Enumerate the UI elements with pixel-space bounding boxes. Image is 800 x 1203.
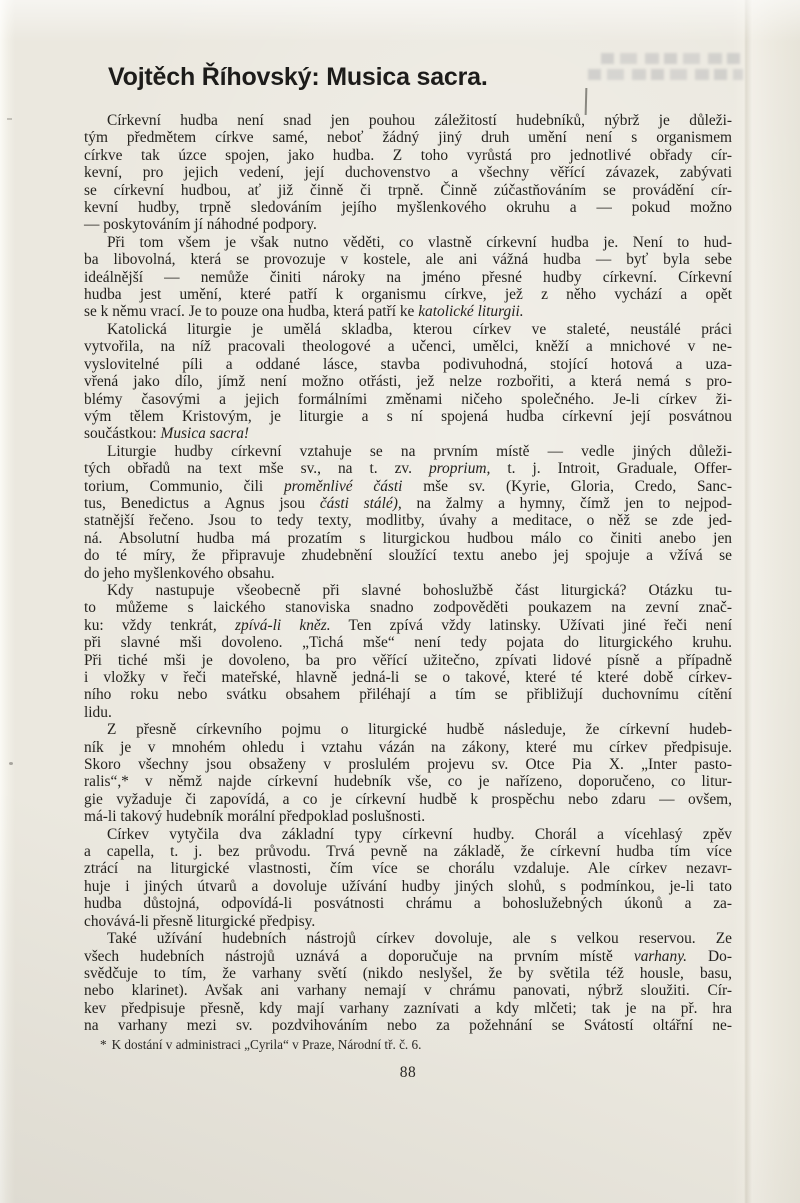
- text-segment: proprium,: [428, 460, 491, 478]
- text-segment: Při tom všem je však nutno věděti, co vlastně církevní hudba je. Není to hud-: [107, 233, 732, 251]
- text-line: [84, 234, 732, 251]
- text-line: [84, 913, 732, 930]
- text-segment: na varhany mezi sv. pozdvihováním nebo za požehnání se Svátostí oltářní ne-: [84, 1017, 732, 1035]
- text-line: [84, 1017, 732, 1034]
- text-segment: Kdy nastupuje všeobecně při slavné bohoslužbě část liturgická? Otázku tu-: [107, 581, 732, 599]
- text-segment: gie vyžaduje či zapovídá, a co je církevní hudbě k prospěchu nebo zdaru — ovšem,: [84, 790, 732, 808]
- text-segment: ního roku nebo svátku obsahem přiléhají a tím se přibližují duchovnímu cítění: [84, 686, 732, 704]
- text-line: [84, 408, 732, 425]
- text-segment: vřená jako dílo, jímž není možno otřásti, jež nelze rozbořiti, a která nemá s pro-: [84, 373, 732, 391]
- text-line: [84, 704, 732, 721]
- scan-speck: [9, 762, 13, 765]
- text-line: [84, 582, 732, 599]
- scan-mark: [585, 88, 588, 115]
- text-segment: chovává-li přesně liturgické předpisy.: [84, 912, 316, 930]
- text-segment: kevní, pro jejich vedení, její duchovenstvo a všechny věřící závazek, zabývati: [84, 164, 732, 182]
- text-segment: Musica sacra!: [160, 425, 250, 443]
- paragraph: [84, 321, 732, 443]
- text-line: [84, 1000, 732, 1017]
- text-segment: Při tiché mši je dovoleno, ba pro věřící užitečno, zpívati lidové písně a případně: [84, 651, 732, 669]
- text-line: [84, 773, 732, 790]
- text-segment: t. j. Introit, Graduale, Offer-: [490, 460, 732, 478]
- text-segment: blémy časovými a jejich formálními změnami ničeho společného. Je-li církev ži-: [84, 390, 732, 408]
- text-segment: tým předmětem církve samé, neboť žádný jiný druh umění není s organismem: [84, 129, 732, 147]
- text-segment: katolické liturgii.: [418, 303, 524, 321]
- text-line: [84, 634, 732, 651]
- text-line: [84, 982, 732, 999]
- paragraph: [84, 234, 732, 321]
- text-line: [84, 826, 732, 843]
- text-segment: části stálé),: [319, 494, 402, 512]
- text-segment: hudba důstojná, odpovídá-li posvátnosti chrámu a bohoslužebných úkonů a za-: [84, 895, 732, 913]
- text-line: [84, 860, 732, 877]
- text-segment: torium, Communio, čili: [84, 477, 284, 495]
- text-line: [84, 721, 732, 738]
- text-segment: Katolická liturgie je umělá skladba, kterou církev ve staleté, neustálé práci: [107, 320, 732, 338]
- bleedthrough-artifact: [601, 53, 743, 64]
- text-line: [84, 286, 732, 303]
- text-segment: při slavné mši dovoleno. „Tichá mše“ není tedy pojata do liturgického kruhu.: [84, 634, 732, 652]
- text-segment: — poskytováním jí náhodné podpory.: [84, 216, 317, 234]
- text-line: [84, 251, 732, 268]
- footnote-text: K dostání v administraci „Cyrila“ v Praze, Národní tř. č. 6.: [111, 1037, 422, 1052]
- text-segment: se k němu vrací. Je to pouze ona hudba, která patří ke: [84, 303, 419, 321]
- text-segment: huje i jiných útvarů a dovoluje užívání hudby jiných slohů, s podmínkou, je-li tato: [84, 877, 732, 895]
- text-segment: kevní hudby, trpně sledováním jejího myšlenkového okruhu a — pokud možno: [84, 199, 732, 217]
- text-line: [84, 843, 732, 860]
- text-segment: Ten zpívá vždy latinsky. Užívati jiné řeči není: [330, 616, 732, 634]
- text-segment: se církevní hudbou, ať již činně či trpně. Činně zúčastňováním se provádění cír-: [84, 181, 732, 199]
- text-segment: tus, Benedictus a Agnus jsou: [84, 494, 320, 512]
- text-segment: Církev vytyčila dva základní typy církevní hudby. Chorál a vícehlasý zpěv: [107, 825, 732, 843]
- text-segment: varhany.: [633, 947, 688, 965]
- text-line: [84, 495, 732, 512]
- text-line: [84, 965, 732, 982]
- paragraph: [84, 930, 732, 1034]
- text-segment: do té míry, že připravuje zhudebnění sloužící textu anebo jej spojuje a vžívá se: [84, 547, 732, 565]
- page-title: Vojtěch Říhovský: Musica sacra.: [108, 63, 488, 91]
- text-segment: Také užívání hudebních nástrojů církev dovoluje, ale s velkou reservou. Ze: [107, 930, 732, 948]
- text-line: [84, 303, 732, 320]
- article: [84, 112, 732, 1035]
- text-segment: kev předpisuje přesně, kdy mají varhany zaznívati a kdy mlčeti; tak je na př. hra: [84, 999, 732, 1017]
- footnote-marker: *: [100, 1037, 107, 1052]
- text-segment: Do-: [687, 947, 732, 965]
- text-segment: součástkou:: [84, 425, 161, 443]
- text-line: [84, 547, 732, 564]
- text-segment: Z přesně církevního pojmu o liturgické hudbě následuje, že církevní hudeb-: [107, 721, 732, 739]
- text-segment: církve tak úzce spojen, jako hudba. Z toho vyrůstá pro jednotlivé obřady cír-: [84, 146, 732, 164]
- text-line: [84, 373, 732, 390]
- text-segment: ideálnější — nemůže činiti nároky na jméno přesné hudby církevní. Církevní: [84, 268, 732, 286]
- text-segment: lidu.: [84, 703, 112, 721]
- bleedthrough-artifact: [588, 69, 743, 80]
- text-line: [84, 930, 732, 947]
- text-line: [84, 791, 732, 808]
- text-line: [84, 686, 732, 703]
- text-segment: do jeho myšlenkového obsahu.: [84, 564, 275, 582]
- page-number: 88: [399, 1064, 417, 1081]
- text-line: [84, 617, 732, 634]
- text-line: [84, 129, 732, 146]
- text-segment: zpívá-li kněz.: [234, 616, 331, 634]
- text-line: [84, 652, 732, 669]
- text-line: [84, 948, 732, 965]
- text-segment: vytvořila, na níž pracovali theologové a učenci, umělci, kněží a mnichové v ne-: [84, 338, 732, 356]
- paragraph: [84, 112, 732, 234]
- text-line: [84, 321, 732, 338]
- paragraph: [84, 826, 732, 930]
- text-line: [84, 895, 732, 912]
- text-segment: vým tělem Kristovým, je liturgie a s ní spojená hudba církevní její posvátnou: [84, 407, 732, 425]
- text-line: [84, 112, 732, 129]
- text-line: [84, 269, 732, 286]
- text-segment: mše sv. (Kyrie, Gloria, Credo, Sanc-: [402, 477, 732, 495]
- text-segment: ná. Absolutní hudba má prozatím s liturgickou hudbou málo co činiti anebo jen: [84, 529, 732, 547]
- text-line: [84, 669, 732, 686]
- text-segment: i vložky v řeči mateřské, hlavně jedná-li se o takové, které té které době církev-: [84, 669, 732, 686]
- text-segment: ztrácí na liturgické vlastnosti, čím více se chorálu vzdaluje. Ale církev nezavr-: [84, 860, 732, 878]
- text-segment: to můžeme s laického stanoviska snadno zodpověděti poukazem na zevní znač-: [84, 599, 732, 617]
- text-line: [84, 443, 732, 460]
- text-line: [84, 338, 732, 355]
- text-segment: všech hudebních nástrojů uznává a doporučuje na prvním místě: [84, 947, 634, 965]
- text-segment: tých obřadů na text mše sv., na t. zv.: [84, 460, 429, 478]
- text-segment: ba libovolná, která se provozuje v kostele, ale ani vážná hudba — byť byla sebe: [84, 251, 732, 269]
- text-line: [84, 199, 732, 216]
- text-segment: a capella, t. j. bez průvodu. Trvá pevně na základě, že církevní hudba tím více: [84, 843, 732, 861]
- paragraph: [84, 721, 732, 825]
- text-line: [84, 164, 732, 181]
- text-line: [84, 356, 732, 373]
- text-line: [84, 460, 732, 477]
- text-line: [84, 425, 732, 442]
- text-segment: ralis“,* v němž najde církevní hudebník vše, co je nařízeno, doporučeno, co litur-: [84, 773, 732, 791]
- text-line: [84, 391, 732, 408]
- text-segment: má-li takový hudebník morální předpoklad poslušnosti.: [84, 808, 426, 826]
- text-line: [84, 512, 732, 529]
- text-segment: ku: vždy tenkrát,: [84, 616, 235, 634]
- text-segment: Církevní hudba není snad jen pouhou záležitostí hudebníků, nýbrž je důleži-: [107, 112, 732, 129]
- text-line: [84, 147, 732, 164]
- text-segment: statnější řečeno. Jsou to tedy texty, modlitby, úvahy a meditace, o něž se zde jed-: [84, 512, 732, 530]
- text-segment: vyslovitelné píli a oddané lásce, stavba podivuhodná, stojící hotová a uza-: [84, 355, 732, 373]
- paragraph: [84, 443, 732, 582]
- text-line: [84, 530, 732, 547]
- text-line: [84, 599, 732, 616]
- text-segment: Skoro všechny jsou obsaženy v proslulém projevu sv. Otce Pia X. „Inter pasto-: [84, 756, 732, 774]
- text-line: [84, 565, 732, 582]
- text-segment: svědčuje to tím, že varhany světí (nikdo neslyšel, že by světila též housle, basu,: [84, 964, 732, 982]
- text-segment: Liturgie hudby církevní vztahuje se na prvním místě — vedle jiných důleži-: [107, 442, 732, 460]
- text-segment: ník je v mnohém ohledu i vztahu vázán na zákony, které mu církev předpisuje.: [84, 738, 732, 756]
- text-line: [84, 756, 732, 773]
- text-line: [84, 739, 732, 756]
- scan-speck: [7, 118, 12, 120]
- text-segment: na žalmy a hymny, čímž jen to nejpod-: [401, 494, 732, 512]
- text-segment: proměnlivé části: [283, 477, 403, 495]
- text-line: [84, 216, 732, 233]
- text-segment: hudba jest umění, které patří k organismu církve, jež z něho vychází a opět: [84, 286, 732, 304]
- text-segment: nebo klarinet). Avšak ani varhany nemají v chrámu panovati, nýbrž sloužiti. Cír-: [84, 982, 732, 1000]
- footnote: [100, 1037, 720, 1053]
- text-line: [84, 182, 732, 199]
- paragraph: [84, 582, 732, 721]
- text-line: [84, 878, 732, 895]
- text-line: [84, 808, 732, 825]
- text-line: [84, 478, 732, 495]
